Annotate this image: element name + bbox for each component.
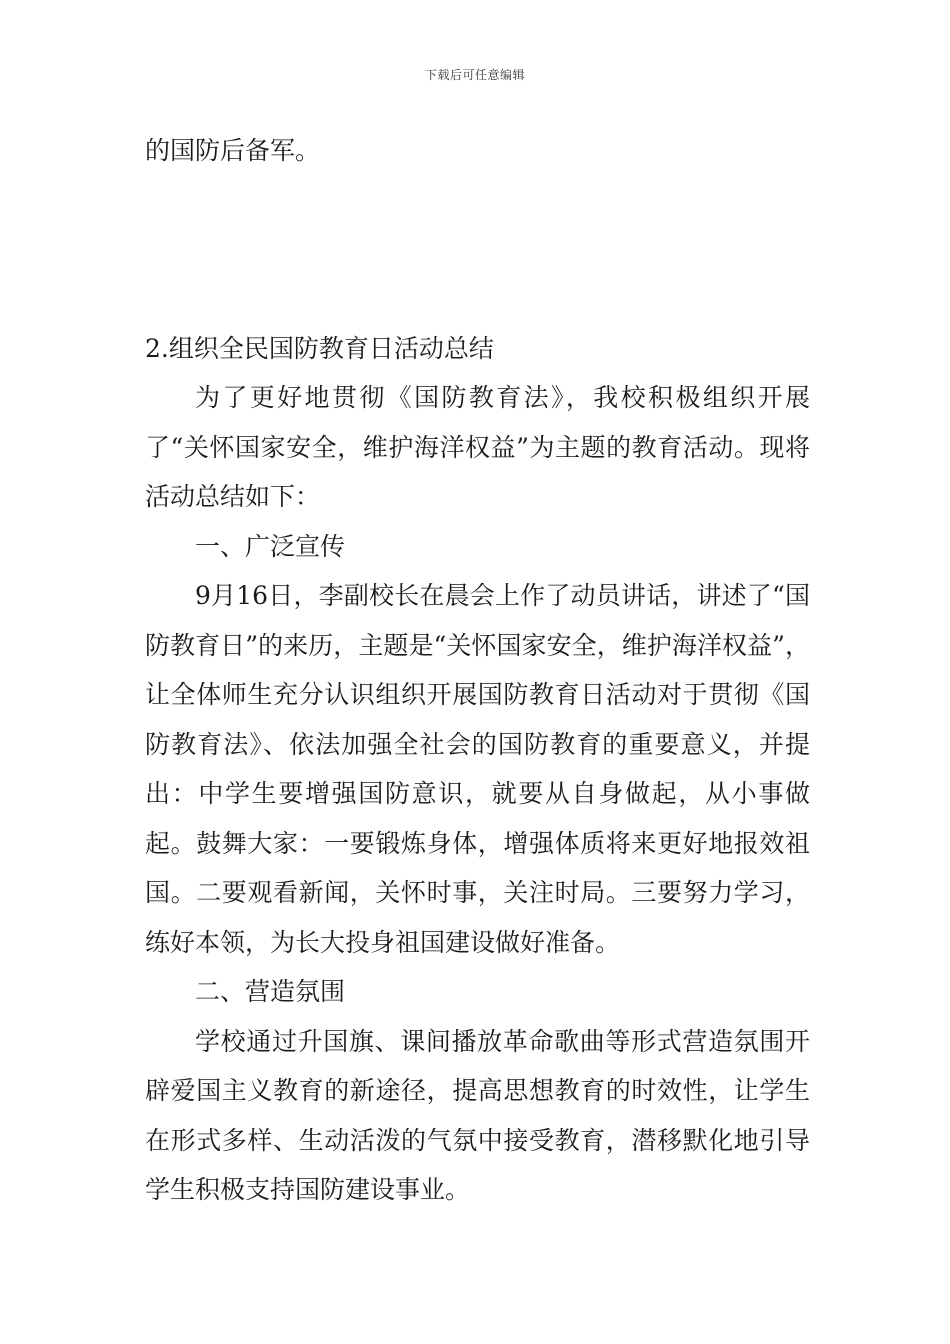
intro-paragraph: 为了更好地贯彻《国防教育法》，我校积极组织开展了“关怀国家安全，维护海洋权益”为主题的教育活动。现将活动总结如下： — [145, 383, 810, 511]
atmosphere-paragraph: 学校通过升国旗、课间播放革命歌曲等形式营造氛围开辟爱国主义教育的新途径，提高思想教育的时效性，让学生在形式多样、生动活泼的气氛中接受教育，潜移默化地引导学生积极支持国防建设事业。 — [145, 1026, 810, 1204]
section-heading: 2.组织全民国防教育日活动总结 — [145, 333, 494, 363]
page-header: 下载后可任意编辑 — [424, 68, 525, 82]
section-spacer — [145, 176, 810, 324]
continued-paragraph: 的国防后备军。 — [145, 136, 321, 165]
subheading-publicity: 一、广泛宣传 — [195, 531, 346, 561]
subheading-atmosphere: 二、营造氛围 — [195, 977, 346, 1006]
publicity-paragraph: 9月16日，李副校长在晨会上作了动员讲话，讲述了“国防教育日”的来历，主题是“关怀国家安全，维护海洋权益”，让全体师生充分认识组织开展国防教育日活动对于贯彻《国防教育法》、依法加强全社会的国防教育的重要意义，并提出：中学生要增强国防意识，就要从自身做起，从小事做起。鼓舞大家：一要锻炼身体，增强体质将来更好地报效祖国。二要观看新闻，关怀时事，关注时局。三要努力学习，练好本领，为长大投身祖国建设做好准备。 — [145, 581, 810, 957]
document-body — [145, 126, 810, 1215]
